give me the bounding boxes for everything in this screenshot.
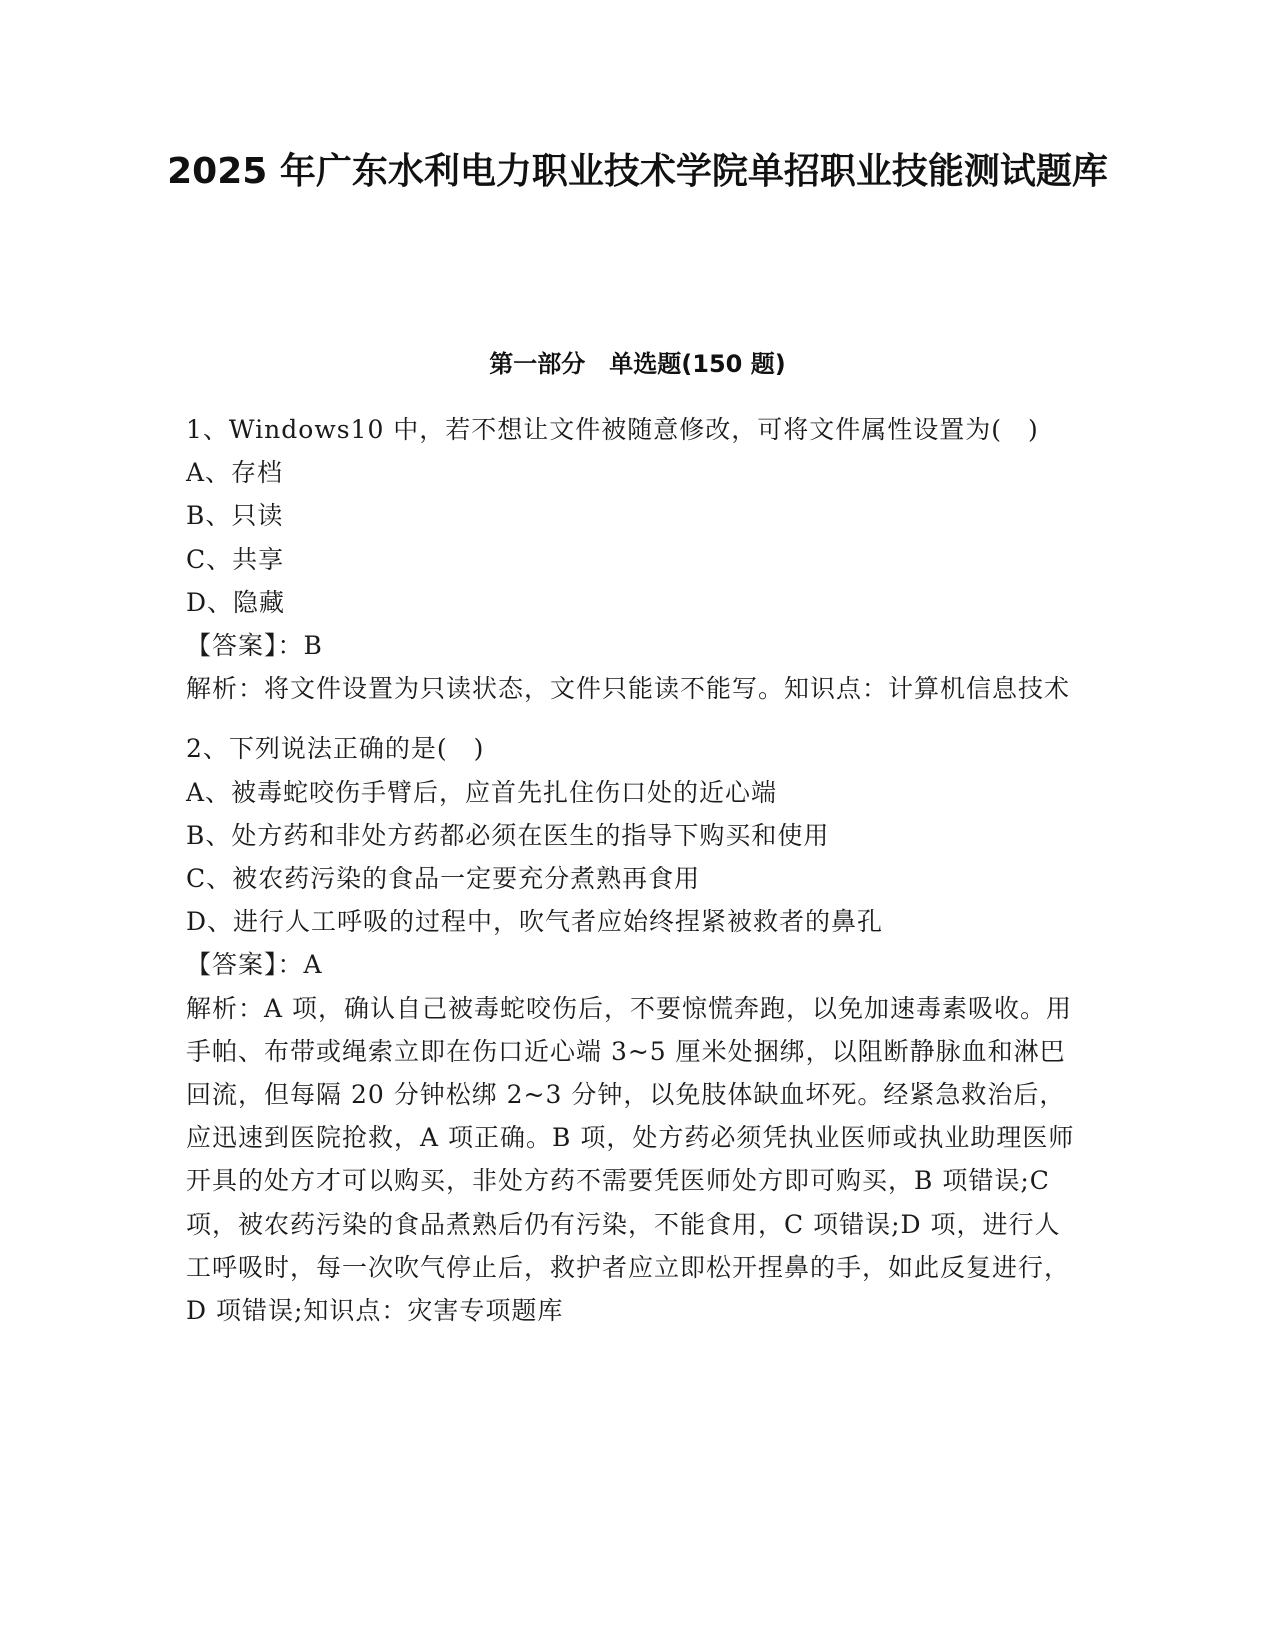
document-title: 2025 年广东水利电力职业技术学院单招职业技能测试题库 [167, 151, 1108, 192]
question-2 [186, 727, 1086, 1332]
option-d: D、进行人工呼吸的过程中，吹气者应始终捏紧被救者的鼻孔 [186, 907, 884, 937]
analysis: 解析：将文件设置为只读状态，文件只能读不能写。知识点：计算机信息技术 [186, 674, 1071, 704]
question-stem: 1、Windows10 中，若不想让文件被随意修改，可将文件属性设置为( ) [186, 415, 1039, 444]
option-d: D、隐藏 [186, 587, 286, 617]
option-c: C、被农药污染的食品一定要充分煮熟再食用 [186, 864, 701, 894]
question-stem: 2、下列说法正确的是( ) [186, 734, 485, 764]
option-a: A、被毒蛇咬伤手臂后，应首先扎住伤口处的近心端 [186, 777, 778, 807]
option-c: C、共享 [186, 544, 285, 574]
option-a: A、存档 [186, 458, 284, 488]
question-1 [186, 408, 1086, 710]
option-b: B、处方药和非处方药都必须在医生的指导下购买和使用 [186, 820, 830, 850]
question-list [186, 408, 1086, 1349]
answer: 【答案】：A [186, 950, 323, 980]
answer: 【答案】：B [186, 631, 323, 661]
section-title: 第一部分 单选题(150 题) [489, 350, 786, 378]
analysis: 解析：A 项，确认自己被毒蛇咬伤后，不要惊慌奔跑，以免加速毒素吸收。用手帕、布带或绳索立即在伤口近心端 3~5 厘米处捆绑，以阻断静脉血和淋巴回流，但每隔 20 分钟松绑 2~3 分钟，以免肢体缺血坏死。经紧急救治后，应迅速到医院抢救，A 项正确。B 项，处方药必须凭执业医师或执业助理医师开具的处方才可以购买，非处方药不需要凭医师处方即可购买，B 项错误;C 项，被农药污染的食品煮熟后仍有污染，不能食用，C 项错误;D 项，进行人工呼吸时，每一次吹气停止后，救护者应立即松开捏鼻的手，如此反复进行，D 项错误;知识点：灾害专项题库 [186, 993, 1075, 1326]
option-b: B、只读 [186, 501, 284, 531]
